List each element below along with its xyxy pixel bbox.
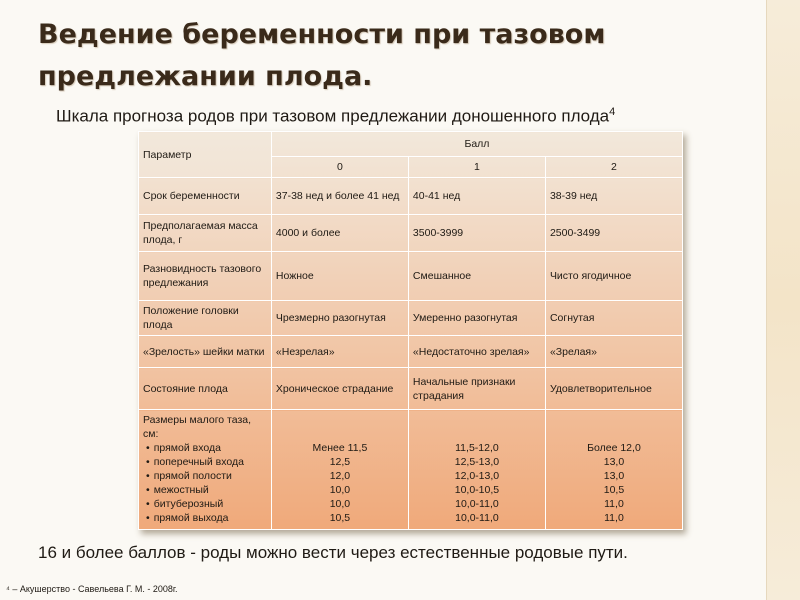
pelvis-value: 10,0-10,5 — [454, 484, 500, 496]
pelvis-dimension: • битуберозный — [143, 497, 267, 511]
row-value-1: «Недостаточно зрелая» — [408, 336, 545, 368]
score-table — [138, 131, 683, 530]
pelvis-value-list — [413, 441, 541, 525]
row-value-2: Чисто ягодичное — [545, 252, 682, 301]
decorative-side-band — [766, 0, 800, 600]
pelvis-heading: Размеры малого таза, см: — [143, 414, 252, 440]
table-row — [139, 336, 683, 368]
row-value-2: 2500-3499 — [545, 215, 682, 252]
table-header-row — [139, 132, 683, 157]
table-row — [139, 178, 683, 215]
conclusion-text: 16 и более баллов - роды можно вести через естественные родовые пути. — [38, 543, 628, 562]
row-value-2: 38-39 нед — [545, 178, 682, 215]
pelvis-value: 12,0-13,0 — [454, 470, 500, 482]
row-value-0: 37-38 нед и более 41 нед — [271, 178, 408, 215]
pelvis-value: 10,0 — [329, 484, 351, 496]
row-value-2: Согнутая — [545, 301, 682, 336]
pelvis-value: Менее 11,5 — [312, 442, 368, 454]
pelvis-parameter — [139, 410, 272, 530]
pelvis-value: 13,0 — [603, 470, 625, 482]
pelvis-value: 10,0 — [329, 498, 351, 510]
spacer — [550, 413, 678, 441]
score-table-container — [138, 131, 683, 530]
spacer — [413, 413, 541, 441]
pelvis-values-1 — [408, 410, 545, 530]
row-parameter: Предполагаемая масса плода, г — [139, 215, 272, 252]
pelvis-dimension: • межостный — [143, 483, 267, 497]
table-row — [139, 215, 683, 252]
row-parameter: Положение головки плода — [139, 301, 272, 336]
pelvis-value-list — [550, 441, 678, 525]
table-caption — [56, 106, 776, 127]
row-value-1: Смешанное — [408, 252, 545, 301]
row-value-2: Удовлетворительное — [545, 368, 682, 410]
row-value-0: «Незрелая» — [271, 336, 408, 368]
pelvis-value: 12,0 — [329, 470, 351, 482]
row-value-0: Ножное — [271, 252, 408, 301]
row-value-1: 3500-3999 — [408, 215, 545, 252]
row-parameter: Состояние плода — [139, 368, 272, 410]
pelvis-value: Более 12,0 — [587, 442, 641, 454]
pelvis-value: 12,5 — [329, 456, 351, 468]
row-value-1: Умеренно разогнутая — [408, 301, 545, 336]
pelvis-value: 12,5-13,0 — [454, 456, 500, 468]
pelvis-values-0 — [271, 410, 408, 530]
header-parameter: Параметр — [139, 132, 272, 178]
row-parameter: Разновидность тазового предлежания — [139, 252, 272, 301]
pelvis-value: 10,0-11,0 — [455, 512, 499, 524]
pelvis-values-2 — [545, 410, 682, 530]
pelvis-value-list — [276, 441, 404, 525]
row-value-0: Чрезмерно разогнутая — [271, 301, 408, 336]
row-parameter: «Зрелость» шейки матки — [139, 336, 272, 368]
pelvis-value: 13,0 — [603, 456, 625, 468]
row-value-0: Хроническое страдание — [271, 368, 408, 410]
table-row — [139, 368, 683, 410]
spacer — [276, 413, 404, 441]
footnote-marker: 4 — [609, 106, 616, 118]
pelvis-value: 10,5 — [603, 484, 625, 496]
row-value-1: 40-41 нед — [408, 178, 545, 215]
score-0: 0 — [271, 157, 408, 178]
score-2: 2 — [545, 157, 682, 178]
pelvis-value: 10,0-11,0 — [455, 498, 499, 510]
pelvis-dimension: • прямой выхода — [143, 511, 267, 525]
score-1: 1 — [408, 157, 545, 178]
row-value-1: Начальные признаки страдания — [408, 368, 545, 410]
pelvis-value: 10,5 — [329, 512, 351, 524]
row-value-2: «Зрелая» — [545, 336, 682, 368]
slide-title: Ведение беременности при тазовом предлежании плода. — [38, 19, 606, 92]
pelvis-dimension-list — [143, 441, 267, 525]
source-footnote: ⁴ – Акушерство - Савельева Г. М. - 2008г. — [6, 584, 178, 594]
pelvis-value: 11,5-12,0 — [455, 442, 499, 454]
pelvis-value: 11,0 — [604, 512, 624, 524]
table-row-pelvis — [139, 410, 683, 530]
header-score: Балл — [271, 132, 682, 157]
row-value-0: 4000 и более — [271, 215, 408, 252]
pelvis-dimension: • поперечный входа — [143, 455, 267, 469]
table-row — [139, 252, 683, 301]
score-table-body — [139, 132, 683, 530]
row-parameter: Срок беременности — [139, 178, 272, 215]
pelvis-dimension: • прямой полости — [143, 469, 267, 483]
pelvis-value: 11,0 — [604, 498, 624, 510]
table-row — [139, 301, 683, 336]
table-caption-text: Шкала прогноза родов при тазовом предлежании доношенного плода — [56, 106, 610, 126]
pelvis-dimension: • прямой входа — [143, 441, 267, 455]
